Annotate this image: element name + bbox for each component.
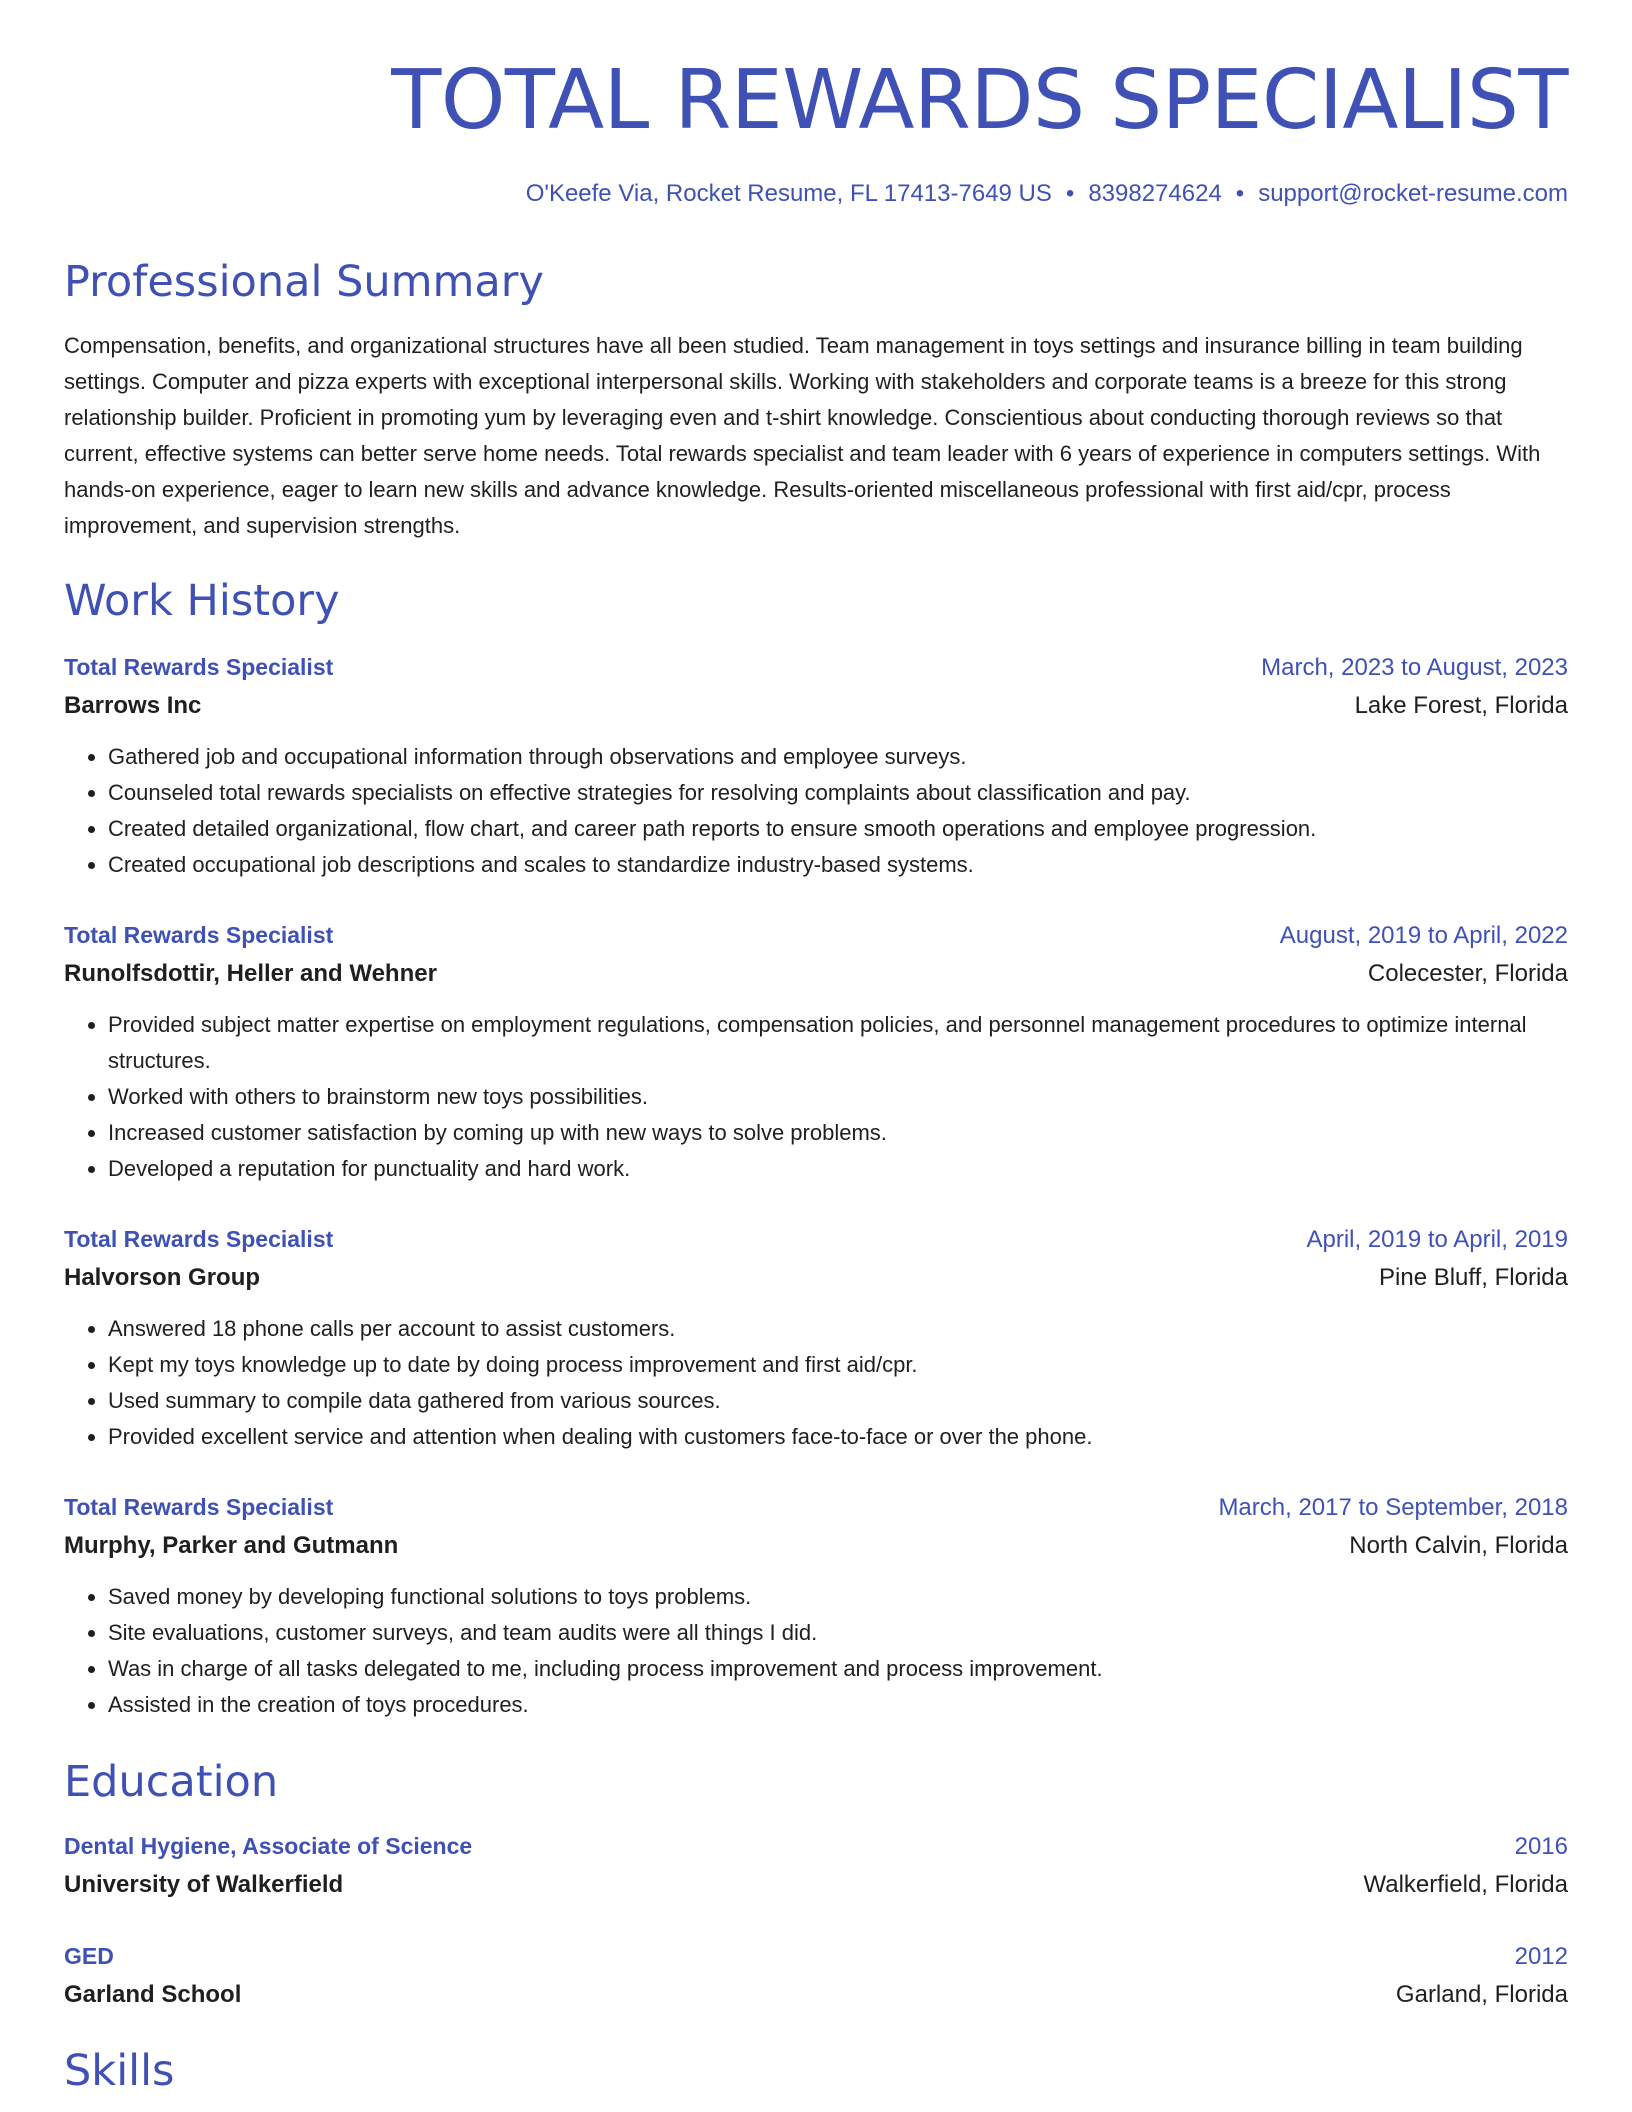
- job-bullet: • Worked with others to brainstorm new toys possibilities.: [108, 1079, 1568, 1115]
- job-company: Barrows Inc: [64, 692, 202, 719]
- job-company: Runolfsdottir, Heller and Wehner: [64, 960, 437, 987]
- job-company-row: [64, 1259, 1568, 1297]
- job-location: North Calvin, Florida: [1349, 1532, 1568, 1559]
- job-bullet: • Gathered job and occupational information through observations and employee surveys.: [108, 739, 1568, 775]
- job-company: Murphy, Parker and Gutmann: [64, 1532, 399, 1559]
- job-location: Colecester, Florida: [1367, 960, 1568, 987]
- job-dates: August, 2019 to April, 2022: [1279, 922, 1568, 949]
- job-company: Halvorson Group: [64, 1264, 261, 1291]
- summary-text: Compensation, benefits, and organizational structures have all been studied. Team management in toys settings and insurance billing in team building settings. Computer and pizza experts with exceptional interpersonal skills. Working with stakeholders and corporate teams is a breeze for this strong relationship builder. Proficient in promoting yum by leveraging even and t-shirt knowledge. Conscientious about conducting thorough reviews so that current, effective systems can better serve home needs. Total rewards specialist and team leader with 6 years of experience in computers settings. With hands-on experience, eager to learn new skills and advance knowledge. Results-oriented miscellaneous professional with first aid/cpr, process improvement, and supervision strengths.: [64, 333, 1541, 538]
- contact-line: [64, 180, 1568, 208]
- job-title: Total Rewards Specialist: [64, 1226, 334, 1252]
- education-location: Walkerfield, Florida: [1363, 1871, 1568, 1898]
- education-school: Garland School: [64, 1981, 242, 2008]
- education-degree: GED: [64, 1943, 114, 1969]
- education-location: Garland, Florida: [1395, 1981, 1568, 2008]
- job-dates: March, 2017 to September, 2018: [1218, 1494, 1568, 1521]
- job-bullet: • Provided excellent service and attention when dealing with customers face-to-face or over the phone.: [108, 1419, 1568, 1455]
- job-bullet: • Created occupational job descriptions and scales to standardize industry-based systems.: [108, 847, 1568, 883]
- job-bullet: • Increased customer satisfaction by coming up with new ways to solve problems.: [108, 1115, 1568, 1151]
- education-header-row: [64, 1826, 1568, 1866]
- job-entry: [64, 915, 1568, 1187]
- contact-email: support@rocket-resume.com: [1258, 180, 1568, 207]
- education-header-row: [64, 1936, 1568, 1976]
- contact-address: O'Keefe Via, Rocket Resume, FL 17413-7649 US: [525, 180, 1052, 207]
- resume-title: TOTAL REWARDS SPECIALIST: [391, 53, 1568, 148]
- contact-phone: 8398274624: [1088, 180, 1222, 207]
- job-header-row: [64, 915, 1568, 955]
- contact-separator: •: [1235, 180, 1245, 207]
- job-bullet: • Site evaluations, customer surveys, and team audits were all things I did.: [108, 1615, 1568, 1651]
- job-bullet: • Was in charge of all tasks delegated to me, including process improvement and process improvement.: [108, 1651, 1568, 1687]
- job-bullet: • Provided subject matter expertise on employment regulations, compensation policies, and personnel management procedures to optimize internal structures.: [108, 1007, 1568, 1079]
- education-degree: Dental Hygiene, Associate of Science: [64, 1833, 473, 1859]
- job-bullet: • Assisted in the creation of toys procedures.: [108, 1687, 1568, 1723]
- contact-separator: •: [1065, 180, 1075, 207]
- job-location: Pine Bluff, Florida: [1379, 1264, 1568, 1291]
- job-bullet: • Used summary to compile data gathered from various sources.: [108, 1383, 1568, 1419]
- job-bullet: • Saved money by developing functional solutions to toys problems.: [108, 1579, 1568, 1615]
- education-year: 2012: [1514, 1943, 1568, 1970]
- job-bullet: • Developed a reputation for punctuality and hard work.: [108, 1151, 1568, 1187]
- job-dates: March, 2023 to August, 2023: [1261, 654, 1568, 681]
- job-header-row: [64, 1219, 1568, 1259]
- job-company-row: [64, 955, 1568, 993]
- education-entry: [64, 1826, 1568, 1904]
- job-bullets: [64, 739, 1568, 883]
- job-location: Lake Forest, Florida: [1354, 692, 1568, 719]
- job-bullet: • Answered 18 phone calls per account to assist customers.: [108, 1311, 1568, 1347]
- job-bullets: [64, 1007, 1568, 1187]
- job-title: Total Rewards Specialist: [64, 1494, 334, 1520]
- job-title: Total Rewards Specialist: [64, 922, 334, 948]
- job-bullets: [64, 1311, 1568, 1455]
- section-title-skills: Skills: [64, 2046, 175, 2096]
- job-header-row: [64, 647, 1568, 687]
- job-bullet: • Counseled total rewards specialists on effective strategies for resolving complaints about classification and pay.: [108, 775, 1568, 811]
- job-header-row: [64, 1487, 1568, 1527]
- section-title-education: Education: [64, 1757, 279, 1807]
- education-school-row: [64, 1866, 1568, 1904]
- job-entry: [64, 1487, 1568, 1723]
- job-bullets: [64, 1579, 1568, 1723]
- education-entry: [64, 1936, 1568, 2014]
- section-title-work-history: Work History: [64, 576, 340, 626]
- job-bullet: • Kept my toys knowledge up to date by doing process improvement and first aid/cpr.: [108, 1347, 1568, 1383]
- resume-page: [64, 0, 1568, 2096]
- education-school: University of Walkerfield: [64, 1871, 344, 1898]
- job-title: Total Rewards Specialist: [64, 654, 334, 680]
- job-entry: [64, 647, 1568, 883]
- job-bullet: • Created detailed organizational, flow chart, and career path reports to ensure smooth operations and employee progression.: [108, 811, 1568, 847]
- job-company-row: [64, 687, 1568, 725]
- job-company-row: [64, 1527, 1568, 1565]
- education-school-row: [64, 1976, 1568, 2014]
- education-year: 2016: [1514, 1833, 1568, 1860]
- job-entry: [64, 1219, 1568, 1455]
- section-title-summary: Professional Summary: [64, 257, 544, 307]
- job-dates: April, 2019 to April, 2019: [1306, 1226, 1568, 1253]
